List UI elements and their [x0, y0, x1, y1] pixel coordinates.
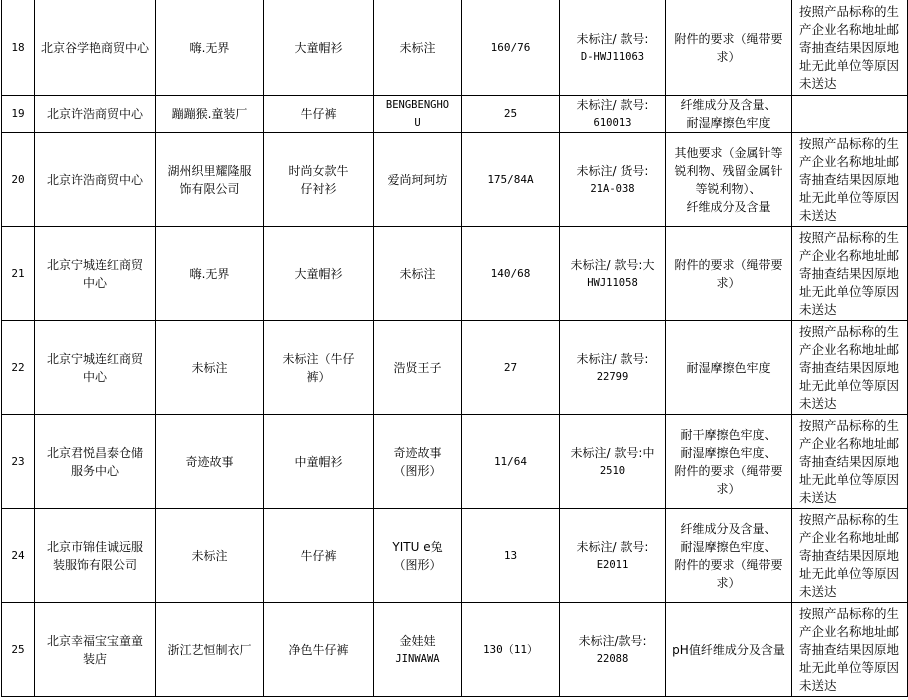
cell-failed-items-line: 求） — [716, 49, 741, 64]
cell-model — [560, 0, 666, 96]
cell-reason-line: 按照产品标称的生 — [799, 605, 900, 621]
cell-reason-line: 寄抽查结果因原地 — [799, 171, 900, 187]
cell-model-line: 未标注/ 款号: — [576, 351, 649, 366]
cell-seller: 北京谷学艳商贸中心 — [35, 0, 156, 96]
cell-failed-items — [666, 415, 792, 509]
cell-seller-line: 北京市锦佳诚远服 — [46, 539, 143, 554]
cell-reason — [792, 96, 908, 133]
cell-manufacturer: 未标注 — [156, 321, 264, 415]
cell-seller-line: 中心 — [82, 275, 107, 290]
cell-failed-items-line: 附件的要求（绳带要 — [674, 463, 783, 478]
cell-number: 21 — [2, 227, 35, 321]
cell-model-line: 2510 — [599, 464, 626, 477]
table-row — [2, 0, 908, 96]
cell-trademark-line: （图形） — [393, 557, 442, 572]
cell-reason-line: 按照产品标称的生 — [799, 229, 900, 245]
cell-reason — [792, 415, 908, 509]
cell-failed-items — [666, 0, 792, 96]
cell-seller-line: 北京幸福宝宝童童 — [46, 633, 143, 648]
cell-seller: 北京许浩商贸中心 — [35, 96, 156, 133]
cell-failed-items — [666, 96, 792, 133]
cell-product-name-line: 仔衬衫 — [300, 181, 337, 196]
cell-trademark-line: JINWAWA — [395, 652, 440, 665]
cell-trademark: 爱尚珂珂坊 — [374, 133, 462, 227]
cell-model-line: 未标注/ 货号: — [576, 163, 649, 178]
table-row — [2, 415, 908, 509]
cell-reason — [792, 227, 908, 321]
cell-product-name: 大童帽衫 — [264, 227, 374, 321]
cell-model-line: 22088 — [596, 652, 629, 665]
cell-manufacturer-line: 饰有限公司 — [179, 181, 240, 196]
cell-product-name-line: 未标注（牛仔 — [282, 351, 355, 366]
cell-seller-line: 装店 — [82, 651, 107, 666]
cell-trademark-line: BENGBENGHO — [385, 99, 450, 111]
table-row — [2, 96, 908, 133]
cell-reason-line: 按照产品标称的生 — [799, 417, 900, 433]
cell-failed-items-line: 纤维成分及含量 — [686, 199, 771, 214]
results-table — [1, 0, 908, 697]
cell-model-line: 22799 — [596, 370, 629, 383]
cell-spec: 175/84A — [462, 133, 560, 227]
cell-failed-items-line: 耐干摩擦色牢度、 — [680, 427, 777, 442]
cell-reason-line: 未送达 — [799, 395, 837, 411]
cell-reason-line: 产企业名称地址邮 — [799, 247, 900, 263]
cell-product-name — [264, 321, 374, 415]
cell-trademark-line: 金娃娃 — [399, 633, 436, 648]
cell-reason-line: 寄抽查结果因原地 — [799, 39, 900, 55]
cell-failed-items-line: 纤维成分及含量、 — [680, 98, 777, 112]
cell-reason-line: 未送达 — [799, 583, 837, 599]
cell-trademark: 未标注 — [374, 227, 462, 321]
cell-reason — [792, 133, 908, 227]
cell-seller-line: 北京宁城连红商贸 — [46, 257, 143, 272]
cell-seller — [35, 415, 156, 509]
cell-spec: 11/64 — [462, 415, 560, 509]
cell-spec: 140/68 — [462, 227, 560, 321]
cell-seller-line: 北京君悦昌泰仓储 — [46, 445, 143, 460]
cell-reason-line: 址无此单位等原因 — [799, 57, 900, 73]
cell-failed-items-line: 耐湿摩擦色牢度、 — [680, 539, 777, 554]
cell-manufacturer: 浙江艺恒制衣厂 — [156, 603, 264, 697]
cell-number: 25 — [2, 603, 35, 697]
cell-failed-items — [666, 509, 792, 603]
cell-product-name: 大童帽衫 — [264, 0, 374, 96]
cell-failed-items-line: 附件的要求（绳带要 — [674, 31, 783, 46]
cell-model-line: 21A-038 — [590, 182, 635, 195]
cell-product-name: 牛仔裤 — [264, 96, 374, 133]
cell-reason-line: 产企业名称地址邮 — [799, 153, 900, 169]
cell-manufacturer: 蹦蹦猴.童装厂 — [156, 96, 264, 133]
cell-reason-line: 未送达 — [799, 489, 837, 505]
cell-failed-items-line: 耐湿摩擦色牢度、 — [680, 445, 777, 460]
cell-failed-items-line: 等锐利物）、 — [695, 181, 762, 196]
cell-reason-line: 址无此单位等原因 — [799, 471, 900, 487]
cell-manufacturer: 嗨.无界 — [156, 0, 264, 96]
cell-failed-items-line: 纤维成分及含量、 — [680, 521, 777, 536]
cell-product-name-line: 裤） — [306, 369, 331, 384]
cell-seller — [35, 227, 156, 321]
cell-model-line: 未标注/款号: — [578, 633, 647, 648]
cell-reason-line: 址无此单位等原因 — [799, 659, 900, 675]
cell-failed-items — [666, 227, 792, 321]
cell-model-line: 未标注/ 款号: — [576, 539, 649, 554]
cell-reason-line: 寄抽查结果因原地 — [799, 547, 900, 563]
cell-reason-line: 址无此单位等原因 — [799, 283, 900, 299]
cell-trademark — [374, 603, 462, 697]
cell-manufacturer: 嗨.无界 — [156, 227, 264, 321]
cell-number: 23 — [2, 415, 35, 509]
cell-failed-items — [666, 321, 792, 415]
cell-reason-line: 产企业名称地址邮 — [799, 21, 900, 37]
cell-model — [560, 96, 666, 133]
cell-failed-items-line: 耐湿摩擦色牢度 — [686, 360, 771, 375]
cell-reason-line: 产企业名称地址邮 — [799, 435, 900, 451]
cell-model — [560, 415, 666, 509]
cell-reason-line: 按照产品标称的生 — [799, 511, 900, 527]
cell-manufacturer-line: 湖州织里耀隆服 — [167, 163, 252, 178]
cell-spec: 130（11） — [462, 603, 560, 697]
cell-manufacturer: 未标注 — [156, 509, 264, 603]
cell-spec: 13 — [462, 509, 560, 603]
cell-reason-line: 产企业名称地址邮 — [799, 529, 900, 545]
table-row — [2, 227, 908, 321]
cell-seller-line: 服务中心 — [70, 463, 119, 478]
cell-failed-items-line: 求） — [716, 575, 741, 590]
cell-number: 18 — [2, 0, 35, 96]
cell-reason-line: 未送达 — [799, 301, 837, 317]
cell-seller — [35, 321, 156, 415]
cell-number: 19 — [2, 96, 35, 133]
cell-trademark — [374, 96, 462, 133]
cell-manufacturer — [156, 133, 264, 227]
table-body — [2, 0, 908, 697]
cell-reason-line: 寄抽查结果因原地 — [799, 453, 900, 469]
cell-failed-items-line: 附件的要求（绳带要 — [674, 557, 783, 572]
cell-failed-items-line: 求） — [716, 481, 741, 496]
cell-model-line: 未标注/ 款号:大 — [570, 257, 655, 272]
cell-reason — [792, 509, 908, 603]
cell-seller-line: 装服饰有限公司 — [52, 557, 137, 572]
cell-model-line: 未标注/ 款号: — [576, 98, 649, 112]
cell-trademark: 未标注 — [374, 0, 462, 96]
cell-reason-line: 按照产品标称的生 — [799, 135, 900, 151]
cell-failed-items-line: pH值纤维成分及含量 — [672, 642, 785, 657]
cell-product-name: 中童帽衫 — [264, 415, 374, 509]
cell-model-line: D-HWJ11063 — [580, 50, 645, 63]
cell-reason-line: 寄抽查结果因原地 — [799, 359, 900, 375]
cell-manufacturer: 奇迹故事 — [156, 415, 264, 509]
cell-failed-items-line: 其他要求（金属针等 — [674, 145, 783, 160]
table-row — [2, 603, 908, 697]
cell-failed-items — [666, 133, 792, 227]
cell-model-line: 未标注/ 款号: — [576, 31, 649, 46]
cell-trademark — [374, 415, 462, 509]
cell-failed-items-line: 附件的要求（绳带要 — [674, 257, 783, 272]
cell-reason-line: 按照产品标称的生 — [799, 3, 900, 19]
cell-spec: 160/76 — [462, 0, 560, 96]
cell-seller — [35, 603, 156, 697]
cell-reason — [792, 321, 908, 415]
cell-trademark-line: 奇迹故事 — [393, 445, 442, 460]
cell-spec: 25 — [462, 96, 560, 133]
cell-reason-line: 未送达 — [799, 677, 837, 693]
cell-reason — [792, 0, 908, 96]
cell-reason-line: 未送达 — [799, 207, 837, 223]
cell-spec: 27 — [462, 321, 560, 415]
cell-seller-line: 北京宁城连红商贸 — [46, 351, 143, 366]
cell-model — [560, 133, 666, 227]
cell-product-name — [264, 133, 374, 227]
cell-failed-items-line: 耐湿摩擦色牢度 — [686, 116, 771, 130]
cell-number: 24 — [2, 509, 35, 603]
cell-product-name: 牛仔裤 — [264, 509, 374, 603]
cell-seller — [35, 509, 156, 603]
cell-number: 22 — [2, 321, 35, 415]
cell-failed-items-line: 锐利物、残留金属针 — [674, 163, 783, 178]
cell-reason — [792, 603, 908, 697]
cell-seller-line: 中心 — [82, 369, 107, 384]
cell-reason-line: 址无此单位等原因 — [799, 565, 900, 581]
cell-failed-items-line: 求） — [716, 275, 741, 290]
cell-seller: 北京许浩商贸中心 — [35, 133, 156, 227]
cell-reason-line: 寄抽查结果因原地 — [799, 641, 900, 657]
cell-reason-line: 未送达 — [799, 75, 837, 91]
cell-product-name-line: 时尚女款牛 — [288, 163, 349, 178]
cell-trademark-line: U — [414, 117, 421, 129]
cell-trademark — [374, 509, 462, 603]
cell-product-name: 净色牛仔裤 — [264, 603, 374, 697]
cell-model — [560, 509, 666, 603]
cell-trademark: 浩贤王子 — [374, 321, 462, 415]
cell-model — [560, 603, 666, 697]
cell-reason-line: 产企业名称地址邮 — [799, 341, 900, 357]
table-row — [2, 133, 908, 227]
cell-trademark-line: （图形） — [393, 463, 442, 478]
table-row — [2, 321, 908, 415]
cell-model — [560, 227, 666, 321]
cell-model-line: HWJ11058 — [587, 276, 638, 289]
cell-model-line: E2011 — [596, 558, 629, 571]
cell-reason-line: 址无此单位等原因 — [799, 189, 900, 205]
cell-reason-line: 址无此单位等原因 — [799, 377, 900, 393]
cell-reason-line: 寄抽查结果因原地 — [799, 265, 900, 281]
cell-failed-items — [666, 603, 792, 697]
cell-model-line: 610013 — [593, 117, 632, 129]
cell-number: 20 — [2, 133, 35, 227]
table-row — [2, 509, 908, 603]
cell-trademark-line: YITU e兔 — [392, 539, 443, 554]
cell-model — [560, 321, 666, 415]
cell-reason-line: 按照产品标称的生 — [799, 323, 900, 339]
cell-model-line: 未标注/ 款号:中 — [570, 445, 655, 460]
cell-reason-line: 产企业名称地址邮 — [799, 623, 900, 639]
